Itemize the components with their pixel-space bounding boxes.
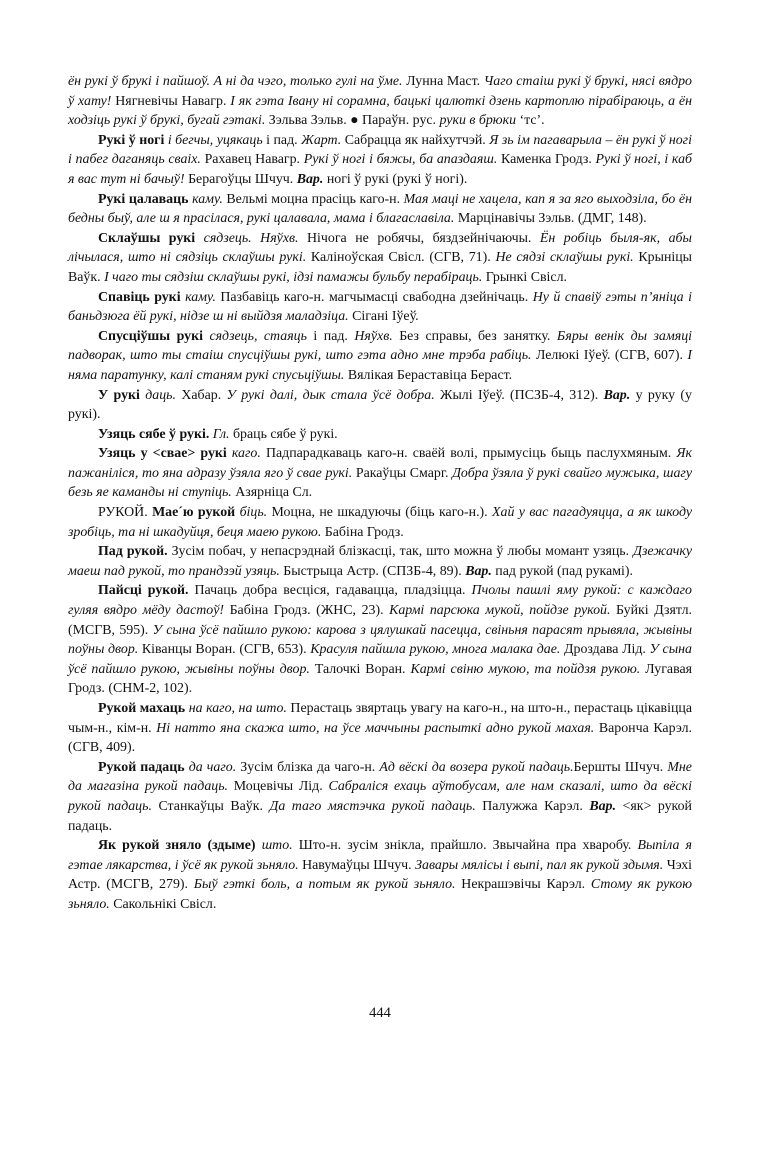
- entry-text: Каліноўская Свісл. (СГВ, 71).: [306, 250, 496, 266]
- entry-text: Моцевічы Лід.: [228, 779, 329, 795]
- dictionary-entry: [68, 444, 692, 503]
- entry-text: Сакольнікі Свісл.: [109, 896, 217, 912]
- variant-label: Вар.: [296, 171, 324, 187]
- headword: Пад рукой.: [98, 544, 168, 560]
- example-text: біць.: [239, 505, 268, 521]
- entry-text: Быстрыца Астр. (СПЗБ-4, 89).: [279, 563, 466, 579]
- entry-text: Станкаўцы Ваўк.: [151, 798, 270, 814]
- example-text: руки в брюки: [439, 113, 517, 129]
- dictionary-entry: [68, 581, 692, 699]
- example-text: Мая маці не хацела, кап я за яго выходзіла, бо ён бедны быў, але ш я прасілася, рукі цалавала, мама і благаславіла.: [68, 191, 692, 227]
- example-text: Няўхв.: [354, 328, 393, 344]
- example-text: Гл.: [212, 426, 230, 442]
- entry-text: Вялікая Бераставіца Бераст.: [344, 367, 513, 383]
- entry-text: Некрашэвічы Карэл.: [455, 877, 591, 893]
- example-text: Я зь ім пагаварыла – ён рукі ў ногі і пабег даганяць сваіх.: [68, 132, 692, 168]
- example-text: што.: [261, 838, 293, 854]
- example-text: Мне да магазіна рукой падаць.: [68, 759, 692, 795]
- entry-text: РУКОЙ.: [98, 505, 153, 521]
- dictionary-entry: [68, 836, 692, 914]
- dictionary-entry: [68, 542, 692, 581]
- example-text: У рукі далі, дык стала ўсё добра.: [226, 387, 435, 403]
- entry-text: Пазбавіць каго-н. магчымасці свабодна дзейнічаць.: [215, 289, 533, 305]
- example-text: Бяры венік ды замяці падворак, што ты стаіш спусціўшы рукі, што гэта адно мне трэба рабіць.: [68, 328, 693, 364]
- entry-text: Сігані Іўеў.: [348, 309, 419, 325]
- entry-text: ‘тс’.: [516, 113, 545, 129]
- headword: Рукой падаць: [98, 759, 185, 775]
- example-text: Хай у вас пагадуяцца, а як шкоду зробіць, та ні шкадуйця, беця маею рукою.: [68, 505, 692, 540]
- entry-text: Лунна Маст.: [402, 74, 484, 89]
- entry-text: Бабіна Гродз. (ЖНС, 23).: [224, 603, 390, 619]
- entry-text: Зэльва Зэльв. ● Параўн. рус.: [265, 113, 440, 129]
- dictionary-entry: [68, 758, 692, 836]
- dictionary-entry: [68, 72, 692, 131]
- example-text: Кармі парсюка мукой, пойдзе рукой.: [389, 603, 611, 619]
- entry-text: Нічога не робячы, бяздзейнічаючы.: [298, 230, 540, 246]
- example-text: Пчолы пашлі яму рукой: с каждаго гуляя вядро мёду дастоў!: [68, 583, 693, 619]
- headword: Рукі ў ногі: [98, 132, 165, 148]
- entry-text: <як> рукой падаць.: [68, 798, 692, 834]
- entry-text: Моцна, не шкадуючы (біць каго-н.).: [267, 505, 493, 521]
- dictionary-entry: [68, 229, 692, 288]
- entry-text: Буйкі Дзятл. (МСГВ, 595).: [68, 603, 693, 638]
- entry-text: Што-н. зусім знікла, прайшло. Звычайна пра хваробу.: [292, 838, 638, 854]
- headword: Пайсці рукой.: [98, 583, 189, 599]
- dictionary-entry: [68, 699, 692, 758]
- dictionary-entry: [68, 386, 692, 425]
- example-text: Ад вёскі да возера рукой падаць.: [379, 759, 574, 775]
- entry-text: Ракаўцы Смарг.: [352, 465, 453, 481]
- example-text: Стому як рукою зьняло.: [68, 877, 692, 912]
- entry-text: Зусім побач, у непасрэднай блізкасці, так, што можна ў любы момант узяць.: [167, 544, 634, 560]
- example-text: і бегчы, уцякаць: [167, 132, 263, 148]
- dictionary-entry: [68, 190, 692, 229]
- example-text: Рукі ў ногі і бяжы, ба апаздаяш.: [303, 152, 498, 168]
- entry-text: Лугавая Гродз. (СНМ-2, 102).: [68, 661, 692, 697]
- dictionary-entry: [68, 503, 692, 542]
- entry-text: Азярніца Сл.: [231, 485, 313, 501]
- entry-text: Падпарадкаваць каго-н. сваёй волі, прымусіць быць паслухмяным.: [260, 446, 677, 462]
- entry-text: Марцінавічы Зэльв. (ДМГ, 148).: [454, 211, 647, 227]
- dictionary-entry: [68, 288, 692, 327]
- example-text: Завары мялісы і выпі, пал як рукой здымя.: [415, 857, 664, 873]
- entry-text: Чэхі Астр. (МСГВ, 279).: [68, 857, 693, 893]
- example-text: Не сядзі склаўшы рукі.: [495, 250, 634, 266]
- entry-text: Талочкі Воран.: [309, 661, 411, 677]
- example-text: сядзець, стаяць: [209, 328, 307, 344]
- example-text: І як гэта Івану ні сорамна, бацькі цалюткі дзень картоплю пірабіраюць, а ён ходзіць рукі ў брукі, бугай гэтакі.: [68, 93, 692, 129]
- example-text: Ні натто яна скажа што, на ўсе маччыны распыткі адно рукой махая.: [156, 720, 595, 736]
- example-text: Да таго мястэчка рукой падаць.: [269, 798, 476, 814]
- example-text: Быў гэткі боль, а потым як рукой зьняло.: [193, 877, 456, 893]
- entry-text: Крыніцы Ваўк.: [68, 250, 692, 285]
- headword: Рукі цалаваць: [98, 191, 189, 207]
- entry-text: Грынкі Свісл.: [482, 269, 567, 285]
- example-text: Як пажаніліся, то яна адразу ўзяла яго ў свае рукі.: [68, 446, 692, 481]
- variant-label: Вар.: [603, 387, 631, 403]
- headword: Узяць сябе ў рукі.: [98, 426, 210, 442]
- entry-text: ногі ў рукі (рукі ў ногі).: [323, 171, 468, 187]
- example-text: Няўхв.: [260, 230, 299, 246]
- example-text: У сына ўсё пайшло рукою: карова з цялушкай пасецца, свіньня парасят прывяла, жывіны поўны двор.: [68, 622, 693, 658]
- example-text: каго.: [231, 446, 261, 462]
- entry-text: у руку (у рукі).: [68, 387, 693, 423]
- example-text: Дзежачку маеш пад рукой, то прандзэй узяць.: [68, 544, 692, 579]
- example-text: сядзець.: [203, 230, 252, 246]
- dictionary-entry: [68, 425, 692, 445]
- page-number: 444: [369, 1005, 391, 1021]
- dictionary-entry: [68, 131, 692, 190]
- example-text: Кармі свіню мукою, та пойдзя рукою.: [410, 661, 641, 677]
- entry-text: пад рукой (пад рукамі).: [491, 563, 633, 579]
- example-text: Чаго стаіш рукі ў брукі, нясі вядро ў хату!: [68, 74, 692, 109]
- dictionary-page: [68, 72, 692, 915]
- example-text: ён рукі ў брукі і пайшоў. А ні да чэго, только гулі на ўме.: [68, 74, 403, 89]
- example-text: Ён робіць быля-як, абы лічылася, што ні сядзіць склаўшы рукі.: [68, 230, 692, 266]
- variant-label: Вар.: [589, 798, 616, 814]
- entry-text: Берагоўцы Шчуч.: [184, 171, 297, 187]
- headword: Як рукой зняло (здыме): [98, 838, 256, 854]
- entry-text: браць сябе ў рукі.: [229, 426, 338, 442]
- entry-text: Нягневічы Навагр.: [111, 93, 231, 109]
- headword: Спусціўшы рукі: [98, 328, 203, 344]
- entry-text: Без справы, без занятку.: [392, 328, 557, 344]
- dictionary-entry: [68, 327, 692, 386]
- headword: Рукой махаць: [98, 701, 186, 716]
- example-text: каму.: [185, 289, 216, 305]
- example-text: Ну й спавіў гэты п’яніца і баньдзюга ёй рукі, нідзе ш ні выйдзя маладзіца.: [68, 289, 692, 325]
- entry-text: Хабар.: [175, 387, 227, 403]
- example-text: І чаго ты сядзіш склаўшы рукі, ідзі памажы бульбу перабіраць.: [104, 269, 483, 285]
- entry-text: [195, 231, 204, 246]
- headword: Узяць у <свае> рукі: [98, 446, 227, 462]
- entry-text: Бершты Шчуч.: [573, 759, 668, 775]
- entry-text: Каменка Гродз.: [497, 152, 596, 168]
- headword: Склаўшы рукі: [98, 230, 196, 246]
- example-text: Красуля пайшла рукою, многа малака дае.: [310, 642, 561, 658]
- example-text: на каго, на што.: [188, 701, 287, 716]
- entry-text: Дроздава Лід.: [560, 642, 650, 658]
- entry-text: Бабіна Гродз.: [321, 524, 404, 540]
- headword: У рукі: [98, 387, 140, 403]
- example-text: І няма паратунку, калі станям рукі спусьціўшы.: [68, 348, 692, 383]
- example-text: Выпіла я гэтае лякарства, і ўсё як рукой зьняло.: [68, 838, 692, 873]
- example-text: каму.: [192, 191, 223, 207]
- example-text: да чаго.: [188, 759, 237, 775]
- entry-text: і пад.: [306, 328, 355, 344]
- entry-text: Навумаўцы Шчуч.: [298, 857, 416, 873]
- example-text: даць.: [145, 387, 176, 403]
- entry-text: Лелюкі Іўеў. (СГВ, 607).: [531, 348, 688, 364]
- entry-text: Жылі Іўеў. (ПСЗБ-4, 312).: [434, 387, 604, 403]
- example-text: У сына ўсё пайшло рукою, жывіны поўны двор.: [68, 642, 692, 677]
- example-text: Добра ўзяла ў рукі свайго мужыка, шагу безь яе каманды ні ступіць.: [68, 465, 692, 501]
- example-text: Сабраліся ехаць аўтобусам, але нам сказалі, што да вёскі рукой падаць.: [68, 779, 692, 814]
- entry-text: Рахавец Навагр.: [200, 152, 304, 168]
- example-text: Жарт.: [301, 132, 342, 148]
- entry-text: Перастаць звяртаць увагу на каго-н., на што-н., перастаць цікавіцца чым-н., кім-н.: [68, 701, 692, 736]
- entry-text: Вельмі моцна прасіць каго-н.: [222, 191, 404, 207]
- headword: Спавіць рукі: [98, 289, 181, 305]
- entry-text: Зусім блізка да чаго-н.: [236, 759, 380, 775]
- headword: Мае´ю рукой: [152, 505, 236, 521]
- variant-label: Вар.: [465, 563, 492, 579]
- entry-text: Ківанцы Воран. (СГВ, 653).: [138, 642, 311, 658]
- example-text: Рукі ў ногі, і каб я вас тут ні бачыў!: [68, 152, 693, 187]
- entry-text: Пачаць добра весціся, гадавацца, пладзіцца.: [188, 583, 472, 599]
- entry-text: Варонча Карэл. (СГВ, 409).: [68, 720, 692, 756]
- entry-text: Сабрацца як найхутчэй.: [341, 132, 490, 148]
- entry-text: [252, 231, 261, 246]
- entry-text: Палужжа Карэл.: [475, 798, 590, 814]
- entry-text: і пад.: [262, 132, 302, 148]
